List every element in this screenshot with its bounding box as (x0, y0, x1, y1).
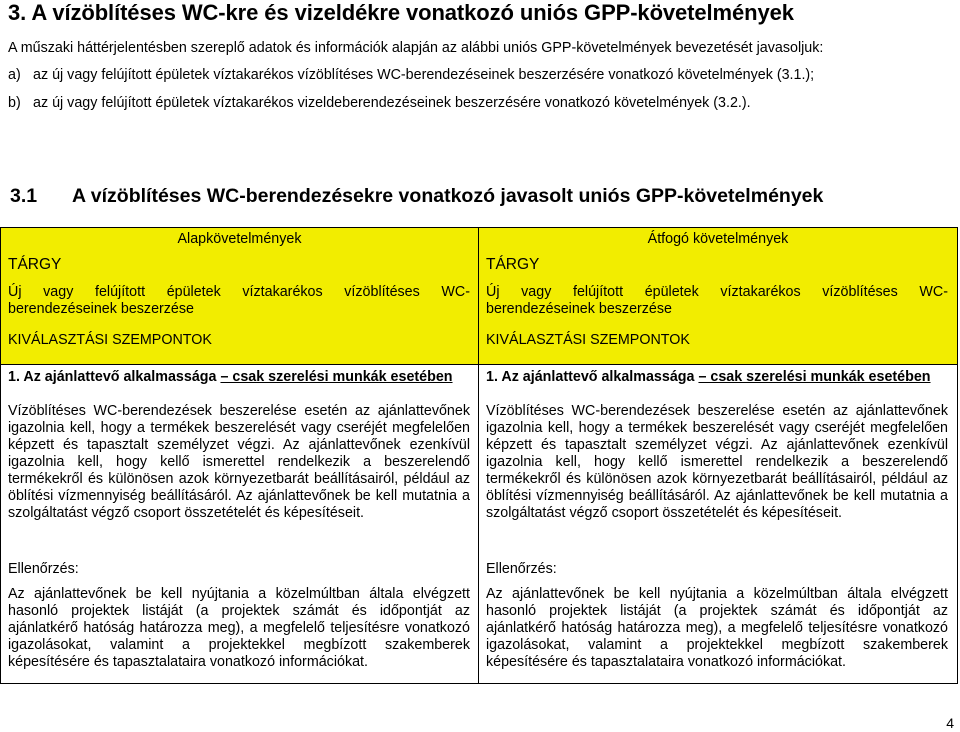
column-header: Átfogó követelmények (647, 231, 789, 247)
criterion-title (8, 369, 453, 385)
criterion-text: Vízöblítéses WC-berendezések beszerelése esetén az ajánlattevőnek igazolnia kell, hogy a termékek beszerelését vagy cseréjét megfelelően képzett és tapasztalt személyzet végzi. Az ajánlattevőnek ezenkívül igazolnia kell, hogy kellő ismerettel rendelkezik a beszerelendő termékekről és különösen azok környezetbarát beállításairól, például az öblítési vízmennyiség beállításáról. Az ajánlattevőnek be kell mutatnia a szolgáltatást végző csoport összetételét és képesítéseit. (486, 403, 948, 521)
verification-text: Az ajánlattevőnek be kell nyújtania a közelmúltban általa elvégzett hasonló projektek listáját (a projektek számát és időpontját az ajánlatkérő hatóság határozza meg), a megfelelő teljesítésre vonatkozó igazolásokat, valamint a projektekkel megbízott szakemberek képesítésére és tapasztalataira vonatkozó információkat. (8, 586, 470, 670)
subject-text: Új vagy felújított épületek víztakarékos vízöblítéses WC-berendezéseinek beszerzése (486, 284, 948, 317)
section-title: 3. A vízöblítéses WC-kre és vizeldékre vonatkozó uniós GPP-követelmények (8, 0, 794, 25)
subject-text: Új vagy felújított épületek víztakarékos vízöblítéses WC-berendezéseinek beszerzése (8, 284, 470, 317)
criterion-title-underlined: – csak szerelési munkák esetében (698, 369, 931, 385)
criterion-title-prefix: 1. Az ajánlattevő alkalmassága (486, 369, 699, 385)
criterion-title (486, 369, 931, 385)
list-item-text: az új vagy felújított épületek víztakarékos vízöblítéses WC-berendezéseinek beszerzésére vonatkozó követelmények (3.1.); (33, 67, 815, 83)
subject-label: TÁRGY (8, 256, 62, 273)
header-band (1, 228, 478, 364)
column-header: Alapkövetelmények (177, 231, 302, 247)
subsection-title (10, 185, 823, 208)
verification-text: Az ajánlattevőnek be kell nyújtania a közelmúltban általa elvégzett hasonló projektek listáját (a projektek számát és időpontját az ajánlatkérő hatóság határozza meg), a megfelelő teljesítésre vonatkozó igazolásokat, valamint a projektekkel megbízott szakemberek képesítésére és tapasztalataira vonatkozó információkat. (486, 586, 948, 670)
criterion-title-underlined: – csak szerelési munkák esetében (220, 369, 453, 385)
list-item-label: b) (8, 95, 21, 111)
subsection-title-text: A vízöblítéses WC-berendezésekre vonatkozó javasolt uniós GPP-követelmények (72, 185, 824, 207)
criteria-label: KIVÁLASZTÁSI SZEMPONTOK (8, 332, 212, 348)
list-item-label: a) (8, 67, 21, 83)
divider (1, 364, 478, 365)
subject-label: TÁRGY (486, 256, 540, 273)
column-core (1, 228, 479, 683)
list-item (8, 67, 814, 83)
page-number: 4 (946, 715, 954, 731)
list-item-text: az új vagy felújított épületek víztakarékos vizeldeberendezéseinek beszerzésére vonatkozó követelmények (3.2.). (33, 95, 751, 111)
list-item (8, 95, 751, 111)
verification-label: Ellenőrzés: (486, 561, 557, 577)
divider (479, 364, 957, 365)
criteria-label: KIVÁLASZTÁSI SZEMPONTOK (486, 332, 690, 348)
subsection-number: 3.1 (10, 185, 38, 207)
intro-text: A műszaki háttérjelentésben szereplő adatok és információk alapján az alábbi uniós GPP-követelmények bevezetését javasoljuk: (8, 40, 824, 56)
header-band (479, 228, 957, 364)
criterion-text: Vízöblítéses WC-berendezések beszerelése esetén az ajánlattevőnek igazolnia kell, hogy a termékek beszerelését vagy cseréjét megfelelően képzett és tapasztalt személyzet végzi. Az ajánlattevőnek ezenkívül igazolnia kell, hogy kellő ismerettel rendelkezik a beszerelendő termékekről és különösen azok környezetbarát beállításairól, például az öblítési vízmennyiség beállításáról. Az ajánlattevőnek be kell mutatnia a szolgáltatást végző csoport összetételét és képesítéseit. (8, 403, 470, 521)
criterion-title-prefix: 1. Az ajánlattevő alkalmassága (8, 369, 221, 385)
verification-label: Ellenőrzés: (8, 561, 79, 577)
column-comprehensive (479, 228, 957, 683)
criteria-table (0, 227, 958, 684)
